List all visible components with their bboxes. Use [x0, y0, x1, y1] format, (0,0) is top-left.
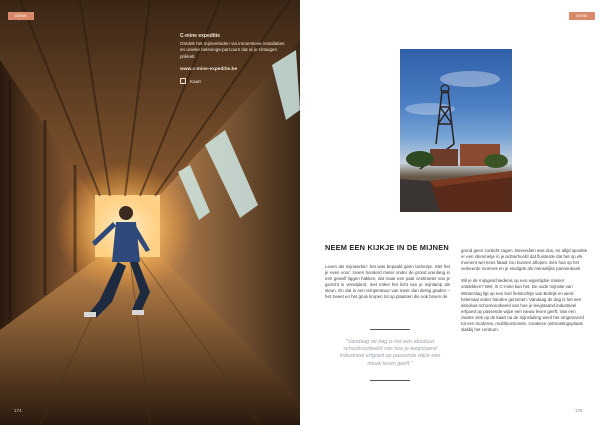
article-column-right — [461, 248, 588, 339]
mine-headframe-photo — [400, 49, 512, 212]
map-label: Kaart — [190, 78, 201, 84]
info-url-link[interactable]: www.c-mine-expeditie.be — [180, 67, 238, 73]
right-page-article — [300, 0, 600, 425]
article-paragraph: Wil je de mijngeschiedenis op een eigentijdse manier ontdekken? Wel, in C-mine kan het. De oude mijnsite van Winterslag ligt op een kort fietstochtje van Bokrijk en werd helemaal onder handen genomen. Vandaag de dag is het een absoluut schoolvoorbeeld van hoe je leegstaand industrieel erfgoed op passende wijze een nieuw leven geeft. Van een zwarte vlek op de kaart na de mijnsluiting werd het omgetoverd tot een moderne, multifunctionele, creatieve ontmoetingsplaats slakbij het centrum. — [461, 278, 584, 333]
info-body: Ontdek het mijnverleden via immersieve installaties en unieke belevings-parcours dat al je zintuigen prikkelt. — [180, 41, 285, 59]
quote-divider-top — [370, 329, 410, 330]
page-number: 175 — [575, 408, 583, 413]
info-title: C-mine expeditie — [180, 33, 221, 39]
article-headline: NEEM EEN KIJKJE IN DE MIJNEN — [325, 243, 449, 252]
section-tag: GENK — [569, 12, 595, 20]
section-tag: GENK — [8, 12, 34, 20]
map-icon — [180, 78, 186, 84]
pull-quote: "Vandaag de dag is het een absoluut schoolvoorbeeld van hoe je leegstaand industrieel erfgoed op passende wijze een nieuw leven geeft." — [339, 339, 441, 367]
article-paragraph: grond geen zonlicht zagen. Bovendien was dus, en altijd spookte er een stemmetje in je achterhoofd dat fluisterde dat het op elk moment wel eens fataal zou kunnen aflopen. Eén fout op het verkeerde moment en je eindigde als menselijke pannenkoek. — [461, 248, 588, 272]
map-link[interactable] — [180, 78, 285, 84]
article-column-left: Leven als mijnwerker: het was bepaald geen lachertje. Stel het je even voor: zeven honderd meter onder de grond urenlang in een gewelf liggen hakken, dat maar een paar centimeter van je gezicht is verwijderd, met enkel het licht van je mijnlamp als steun. En dat in een temperatuur van meer dan dertig graden – het zweet en het gruis kropen tot op plaatsen die ook boven de — [325, 264, 450, 300]
info-box — [180, 33, 285, 84]
page-number: 174 — [14, 408, 22, 413]
quote-divider-bottom — [370, 380, 410, 381]
